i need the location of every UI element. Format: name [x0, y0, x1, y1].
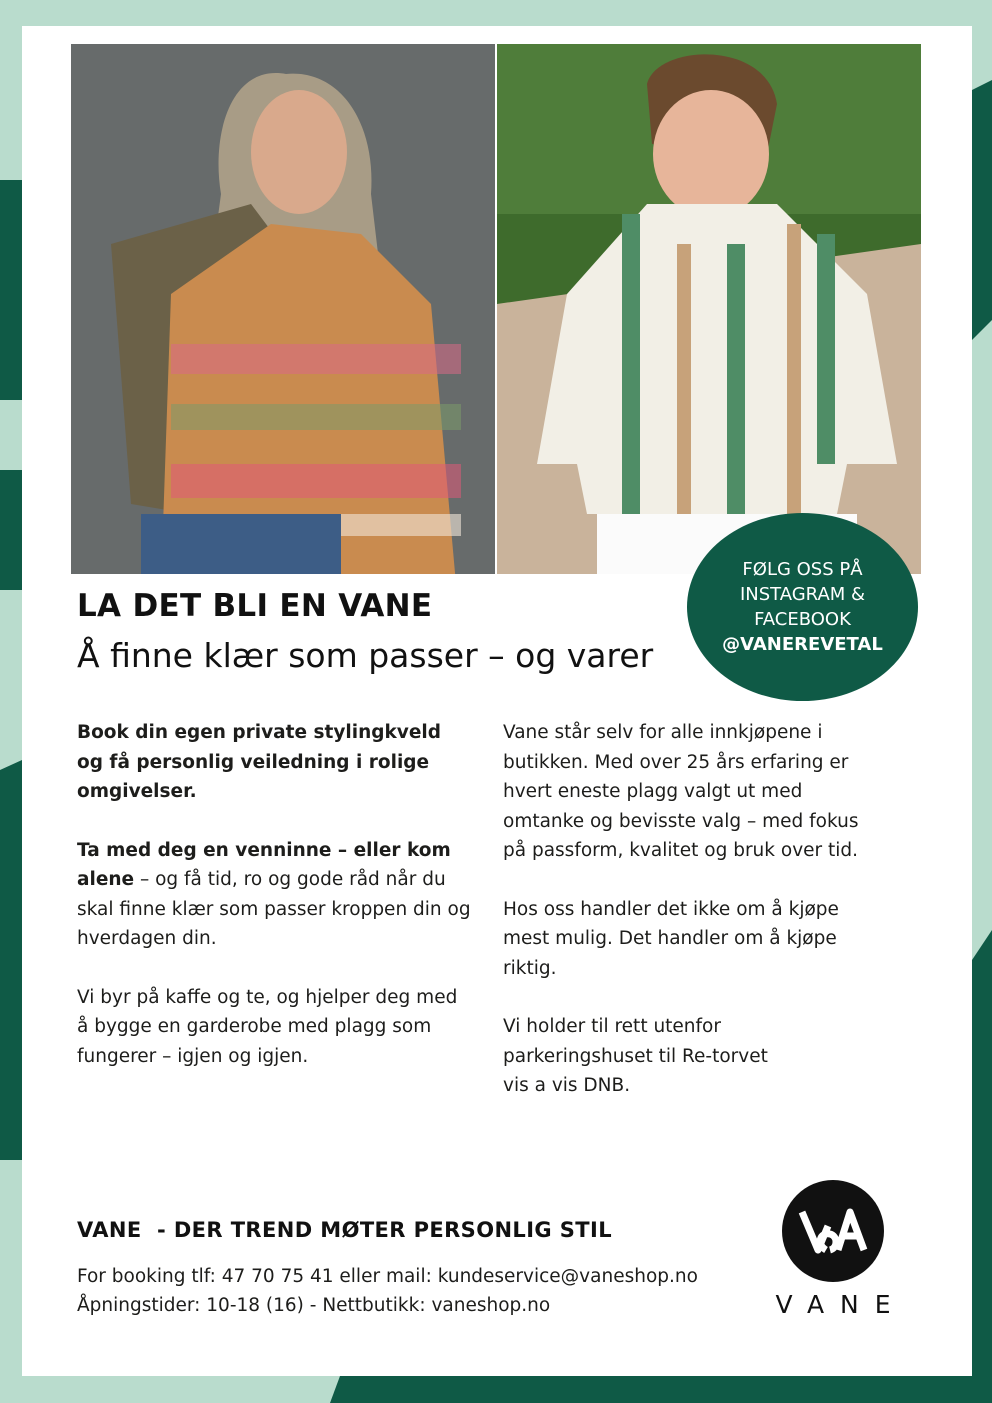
left-paragraph-2-bold: Ta med deg en venninne – eller kom alene — [77, 839, 451, 890]
logo-monogram-circle — [782, 1180, 884, 1282]
badge-line-2: INSTAGRAM & — [739, 584, 866, 605]
badge-line-1: FØLG OSS PÅ — [742, 559, 863, 580]
left-paragraph-3: Vi byr på kaffe og te, og hjelper deg med å bygge en garderobe med plagg som fungerer – igjen og igjen. — [77, 986, 458, 1067]
address-line-2: parkeringshuset til Re-torvet — [503, 1045, 768, 1067]
address-line-1: Vi holder til rett utenfor — [503, 1016, 721, 1037]
right-paragraph-2: Hos oss handler det ikke om å kjøpe mest mulig. Det handler om å kjøpe riktig. — [503, 898, 839, 979]
left-column — [77, 718, 472, 1100]
vane-logo — [758, 1180, 908, 1319]
tagline: VANE - DER TREND MØTER PERSONLIG STIL — [77, 1218, 613, 1242]
left-paragraph-2-rest: – og få tid, ro og gode råd når du skal finne klær som passer kroppen din og hverdagen din. — [77, 869, 471, 949]
social-follow-badge — [687, 513, 918, 701]
left-paragraph-2 — [77, 836, 472, 954]
badge-line-3: FACEBOOK — [754, 609, 851, 630]
left-paragraph-1: Book din egen private stylingkveld og få personlig veiledning i rolige omgivelser. — [77, 722, 441, 802]
contact-info — [77, 1262, 698, 1320]
photo-woman — [71, 44, 495, 574]
booking-line: For booking tlf: 47 70 75 41 eller mail: kundeservice@vaneshop.no — [77, 1266, 698, 1287]
photo-man — [497, 44, 921, 574]
address-line-3: vis a vis DNB. — [503, 1075, 631, 1096]
social-handle: @VANEREVETAL — [722, 634, 883, 655]
man-photo-illustration — [497, 44, 921, 574]
opening-hours-line: Åpningstider: 10-18 (16) - Nettbutikk: vaneshop.no — [77, 1295, 551, 1316]
flyer-sheet — [22, 26, 972, 1376]
right-paragraph-1: Vane står selv for alle innkjøpene i butikken. Med over 25 års erfaring er hvert eneste plagg valgt ut med omtanke og bevisste valg – med fokus på passform, kvalitet og bruk over tid. — [503, 722, 859, 861]
right-column — [503, 718, 883, 1130]
subheadline: Å finne klær som passer – og varer — [77, 636, 654, 675]
logo-monogram-icon — [798, 1206, 868, 1256]
right-paragraph-3 — [503, 1012, 883, 1101]
logo-wordmark: VANE — [775, 1290, 907, 1319]
woman-photo-illustration — [71, 44, 495, 574]
headline: LA DET BLI EN VANE — [77, 588, 433, 624]
